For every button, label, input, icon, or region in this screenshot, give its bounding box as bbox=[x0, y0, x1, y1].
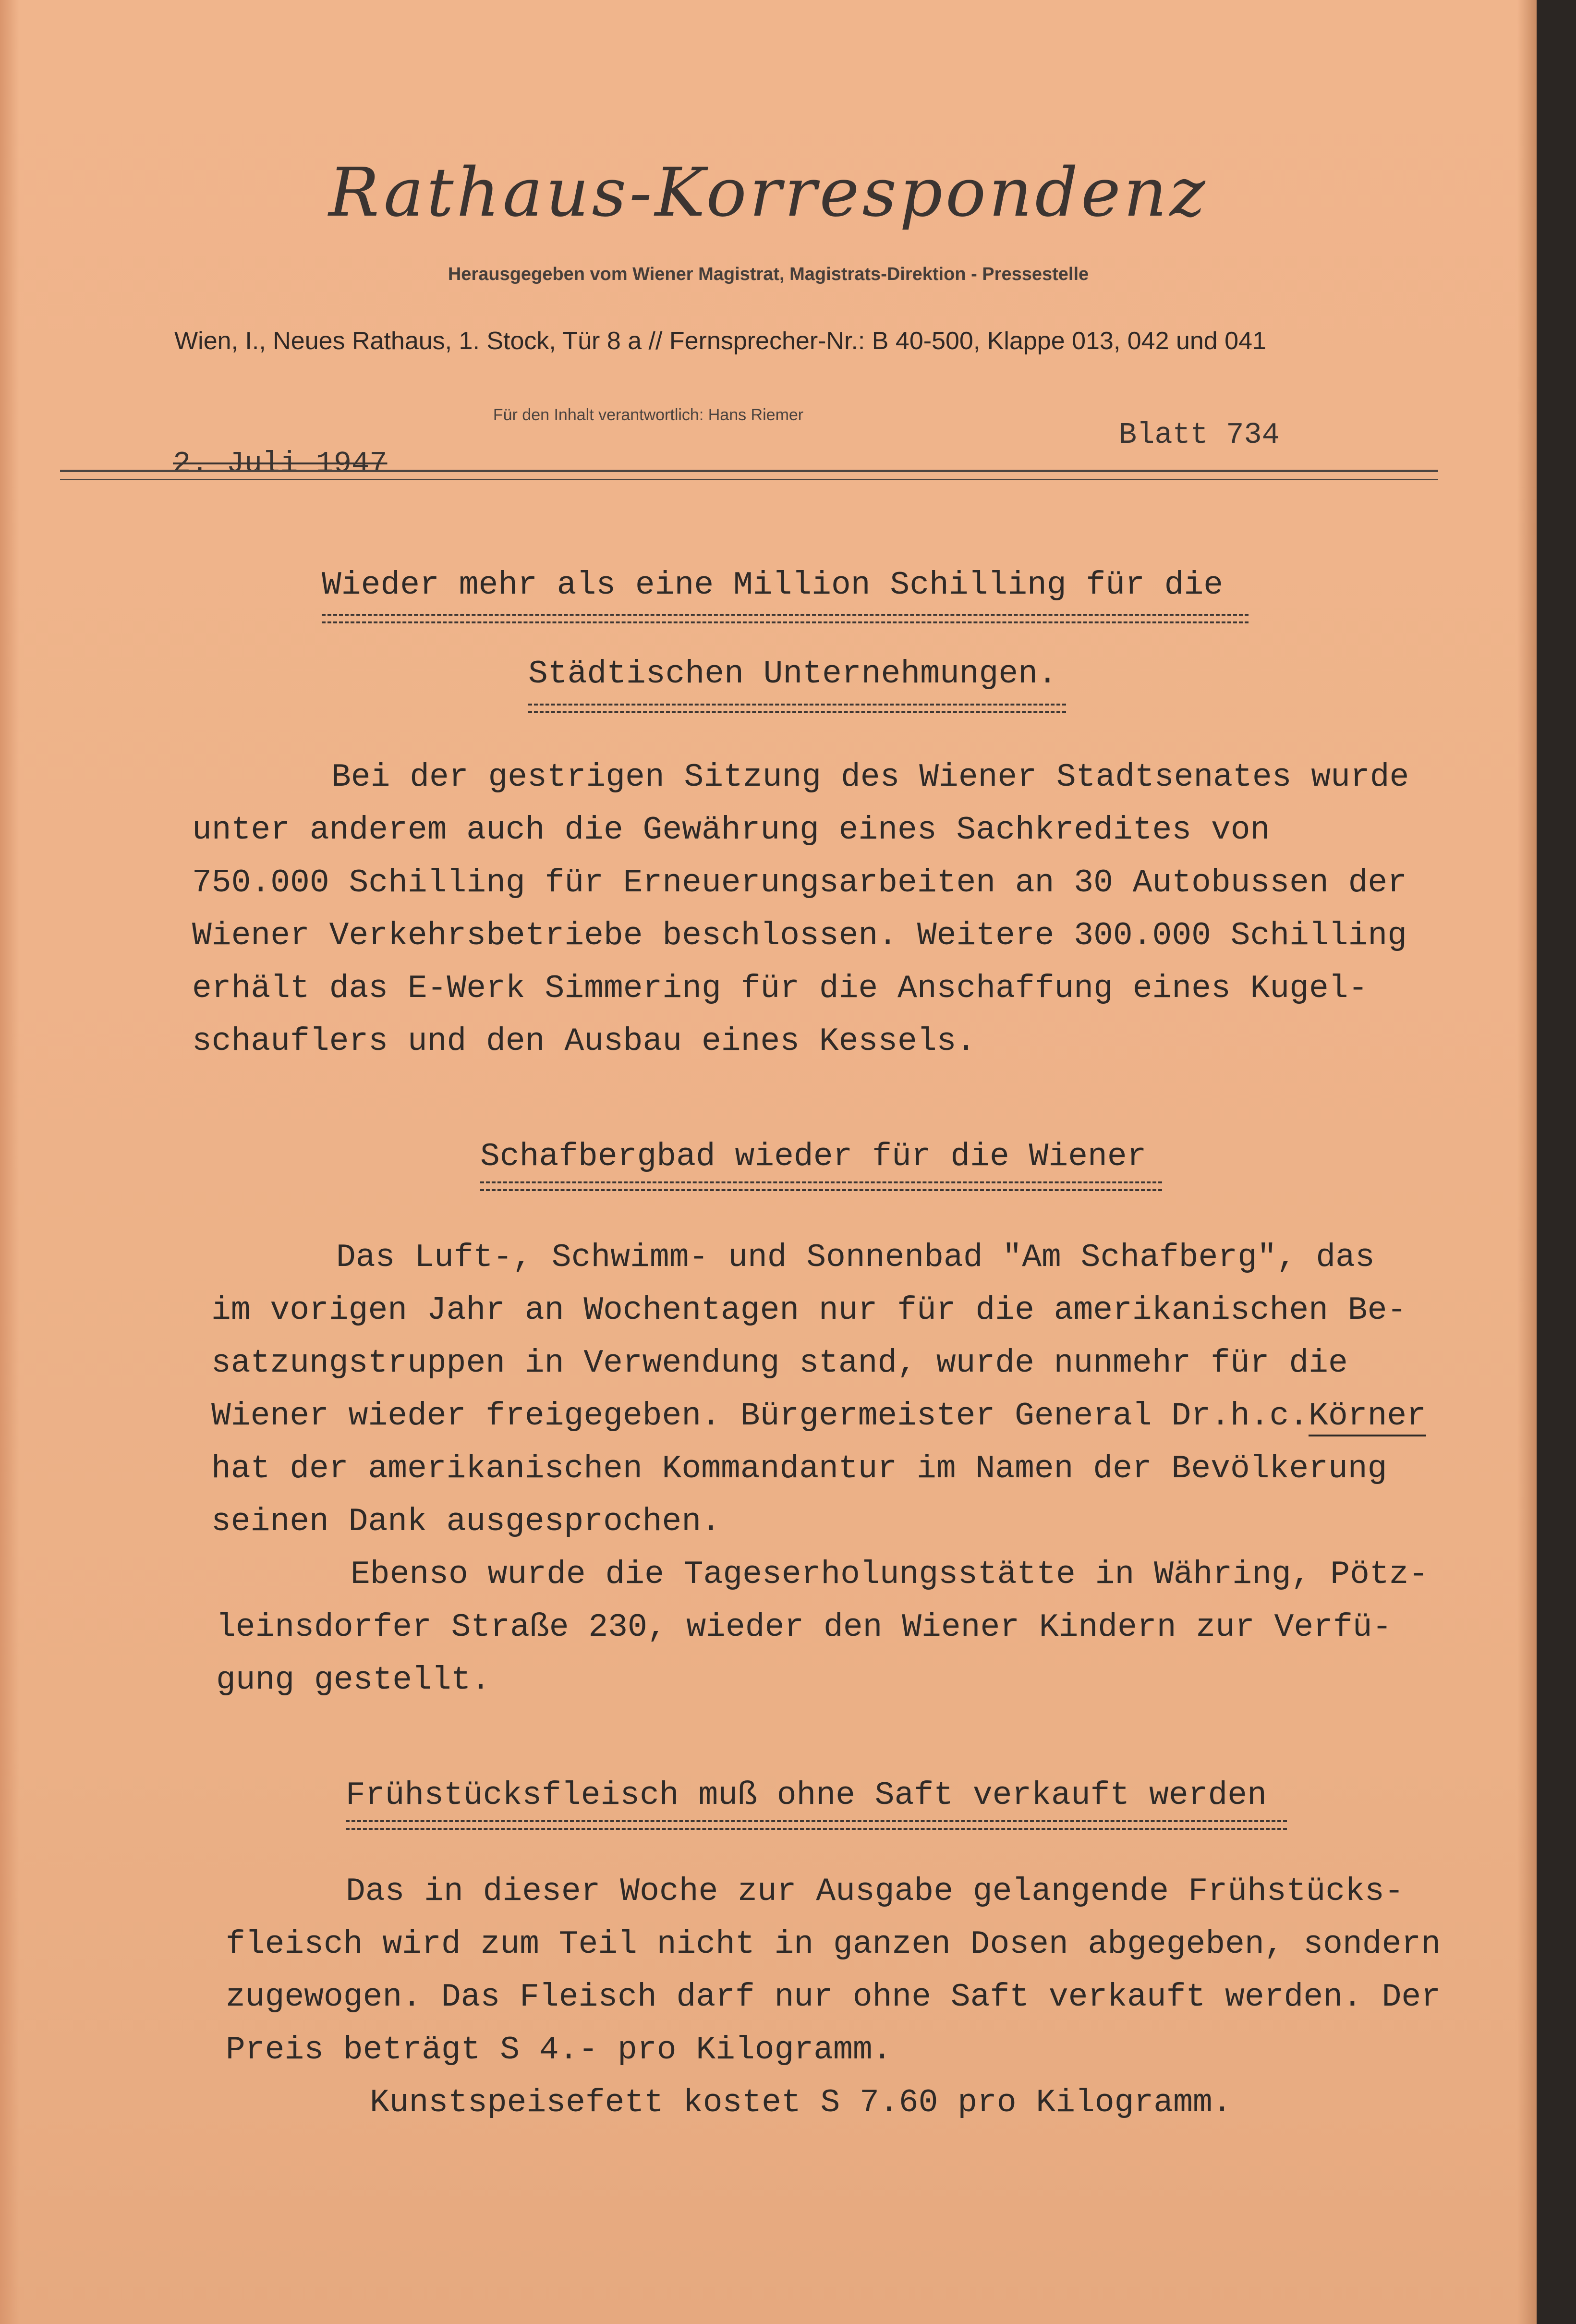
masthead-publisher: Herausgegeben vom Wiener Magistrat, Magistrats-Direktion - Pressestelle bbox=[448, 264, 1089, 284]
article-1-line-2: unter anderem auch die Gewährung eines Sachkredites von bbox=[192, 812, 1270, 849]
article-3-line-3: zugewogen. Das Fleisch darf nur ohne Saft verkauft werden. Der bbox=[226, 1979, 1441, 2016]
masthead-title: Rathaus-Korrespondenz bbox=[328, 154, 1208, 232]
article-3-heading: Frühstücksfleisch muß ohne Saft verkauft werden bbox=[346, 1777, 1267, 1814]
sheet-number: Blatt 734 bbox=[1119, 418, 1280, 452]
mayor-name: Körner bbox=[1309, 1398, 1426, 1436]
article-2-line-4-text: Wiener wieder freigegeben. Bürgermeister General Dr.h.c. bbox=[211, 1398, 1309, 1435]
article-2-line-3: satzungstruppen in Verwendung stand, wurde nunmehr für die bbox=[211, 1345, 1348, 1382]
header-rule bbox=[60, 470, 1438, 480]
page-right-edge bbox=[1517, 0, 1537, 2324]
article-1-heading-rule-2 bbox=[528, 704, 1066, 713]
article-2-line-9: gung gestellt. bbox=[216, 1662, 491, 1699]
issue-date: 2. Juli 1947 bbox=[173, 447, 388, 481]
article-2-line-8: leinsdorfer Straße 230, wieder den Wiener Kindern zur Verfü- bbox=[216, 1609, 1392, 1646]
article-3-line-5: Kunstspeisefett kostet S 7.60 pro Kilogramm. bbox=[370, 2084, 1232, 2121]
article-2-line-1: Das Luft-, Schwimm- und Sonnenbad "Am Schafberg", das bbox=[336, 1239, 1375, 1276]
article-2-line-4 bbox=[211, 1398, 1426, 1435]
article-1-heading-line-1: Wieder mehr als eine Million Schilling für die bbox=[322, 567, 1224, 604]
article-3-heading-rule bbox=[346, 1820, 1287, 1830]
article-3-line-2: fleisch wird zum Teil nicht in ganzen Dosen abgegeben, sondern bbox=[226, 1926, 1441, 1963]
article-2-line-6: seinen Dank ausgesprochen. bbox=[211, 1503, 721, 1540]
article-2-line-7: Ebenso wurde die Tageserholungsstätte in Währing, Pötz- bbox=[351, 1556, 1429, 1593]
article-2-line-2: im vorigen Jahr an Wochentagen nur für die amerikanischen Be- bbox=[211, 1292, 1407, 1329]
masthead-responsible: Für den Inhalt verantwortlich: Hans Riemer bbox=[493, 406, 804, 424]
article-2-line-5: hat der amerikanischen Kommandantur im Namen der Bevölkerung bbox=[211, 1450, 1387, 1487]
article-1-heading-line-2: Städtischen Unternehmungen. bbox=[528, 656, 1057, 693]
article-1-line-1: Bei der gestrigen Sitzung des Wiener Stadtsenates wurde bbox=[331, 759, 1409, 796]
masthead bbox=[0, 154, 1537, 232]
article-1-line-6: schauflers und den Ausbau eines Kessels. bbox=[192, 1023, 976, 1060]
article-1-line-4: Wiener Verkehrsbetriebe beschlossen. Weitere 300.000 Schilling bbox=[192, 917, 1407, 954]
article-2-heading: Schafbergbad wieder für die Wiener bbox=[480, 1138, 1147, 1175]
article-3-line-4: Preis beträgt S 4.- pro Kilogramm. bbox=[226, 2032, 892, 2068]
article-1-line-3: 750.000 Schilling für Erneuerungsarbeiten an 30 Autobussen der bbox=[192, 864, 1407, 901]
article-2-heading-rule bbox=[480, 1181, 1162, 1191]
article-1-heading-rule-1 bbox=[322, 614, 1249, 623]
masthead-address: Wien, I., Neues Rathaus, 1. Stock, Tür 8 a // Fernsprecher-Nr.: B 40-500, Klappe 013, 042 und 041 bbox=[174, 327, 1266, 355]
article-1-line-5: erhält das E-Werk Simmering für die Anschaffung eines Kugel- bbox=[192, 970, 1368, 1007]
article-3-line-1: Das in dieser Woche zur Ausgabe gelangende Frühstücks- bbox=[346, 1873, 1404, 1910]
